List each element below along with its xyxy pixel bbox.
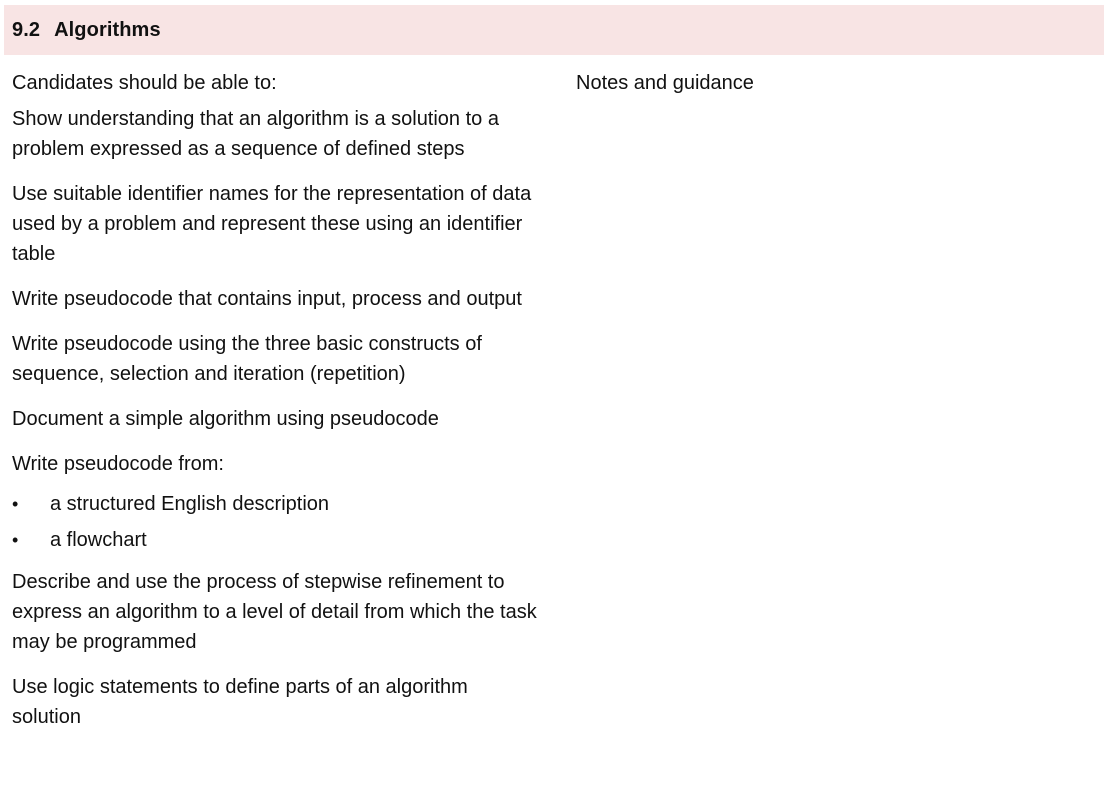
objective-item: Document a simple algorithm using pseudocode [12, 408, 439, 430]
bullet-item [12, 525, 542, 555]
bullet-item [12, 489, 542, 519]
objective-item: Write pseudocode that contains input, process and output [12, 288, 522, 310]
section-title: Algorithms [54, 18, 161, 41]
pseudocode-source-list [12, 489, 542, 555]
learning-objectives-column [12, 68, 542, 747]
bullet-icon: • [12, 530, 19, 550]
objectives-heading: Candidates should be able to: [12, 72, 277, 94]
objective-item: Use logic statements to define parts of an algorithm solution [12, 676, 468, 728]
bullet-text: a flowchart [50, 529, 147, 551]
section-header [4, 5, 1104, 55]
bullet-text: a structured English description [50, 493, 330, 515]
notes-and-guidance-column [576, 68, 1076, 104]
section-number: 9.2 [12, 18, 41, 41]
objective-item: Write pseudocode from: [12, 453, 224, 475]
objective-item: Show understanding that an algorithm is a solution to a problem expressed as a sequence of defined steps [12, 108, 499, 160]
objective-item: Describe and use the process of stepwise refinement to express an algorithm to a level of detail from which the task may be programmed [12, 571, 537, 653]
notes-heading: Notes and guidance [576, 72, 754, 94]
bullet-icon: • [12, 494, 19, 514]
objective-item: Use suitable identifier names for the representation of data used by a problem and represent these using an identifier table [12, 183, 532, 265]
objective-item: Write pseudocode using the three basic constructs of sequence, selection and iteration (repetition) [12, 333, 482, 385]
